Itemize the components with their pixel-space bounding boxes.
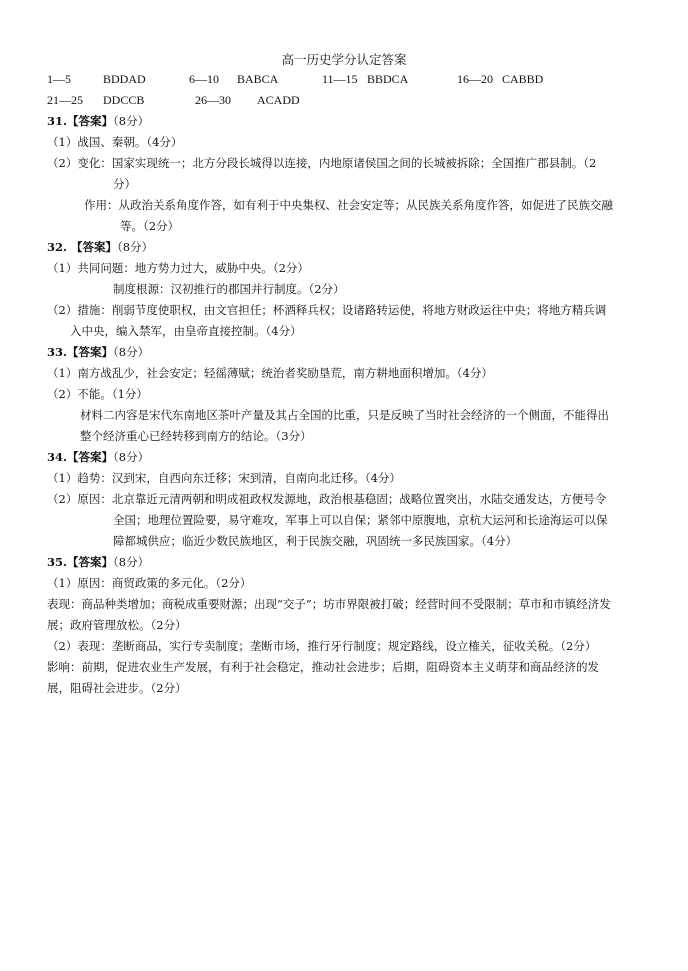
q31-head: 31.【答案】 [47, 114, 114, 128]
q35-line-5: 影响：前期，促进农业生产发展，有利于社会稳定，推动社会进步；后期，阻碍资本主义萌芽和商品经济的发 [47, 660, 599, 674]
q34-head: 34.【答案】 [47, 450, 114, 464]
mc-answers-1: BDDAD [103, 72, 146, 86]
q34-line-4: 障都城供应；临近少数民族地区，利于民族交融，巩固统一多民族国家。（4分） [113, 534, 518, 548]
q33-line-4: 整个经济重心已经转移到南方的结论。（3分） [80, 429, 312, 443]
mc-range-1: 1—5 [47, 72, 71, 86]
q35-line-3: 展；政府管理放松。（2分） [47, 618, 187, 632]
mc-range-5: 21—25 [47, 93, 83, 107]
q33-line-3: 材料二内容是宋代东南地区茶叶产量及其占全国的比重，只是反映了当时社会经济的一个侧面，不能得出 [80, 408, 609, 422]
q35-heading [47, 553, 149, 571]
q33-score: （8分） [113, 345, 150, 359]
mc-answers-2: BABCA [237, 72, 279, 86]
mc-range-3: 11—15 [322, 72, 358, 86]
q32-line-2: 制度根源：汉初推行的郡国并行制度。（2分） [113, 282, 345, 296]
mc-range-4: 16—20 [457, 72, 493, 86]
mc-range-6: 26—30 [195, 93, 231, 107]
q32-line-3: （2）措施：削弱节度使职权，由文官担任；杯酒释兵权；设诸路转运使，将地方财政运往中央；将地方精兵调 [47, 303, 607, 317]
q31-score: （8分） [113, 114, 150, 128]
mc-answers-5: DDCCB [103, 93, 145, 107]
mc-answers-6: ACADD [257, 93, 300, 107]
q31-line-3: 分） [113, 177, 136, 191]
q35-line-1: （1）原因：商贸政策的多元化。（2分） [47, 576, 252, 590]
q32-line-1: （1）共同问题：地方势力过大，威胁中央。（2分） [47, 261, 309, 275]
q33-line-1: （1）南方战乱少，社会安定；轻徭薄赋；统治者奖励垦荒，南方耕地面积增加。（4分） [47, 366, 493, 380]
q33-line-2: （2）不能。（1分） [47, 387, 148, 401]
q31-line-4: 作用：从政治关系角度作答，如有利于中央集权、社会安定等；从民族关系角度作答，如促进了民族交融 [84, 198, 613, 212]
q32-line-4: 入中央，编入禁军，由皇帝直接控制。（4分） [70, 324, 302, 338]
q32-head: 32. 【答案】 [47, 240, 118, 254]
q31-line-2: （2）变化：国家实现统一；北方分段长城得以连接，内地原诸侯国之间的长城被拆除；全国推广郡县制。（2 [47, 156, 597, 170]
q35-score: （8分） [113, 555, 150, 569]
q31-heading [47, 112, 149, 130]
page-title: 高一历史学分认定答案 [281, 52, 407, 67]
q34-line-3: 全国；地理位置险要，易守难攻，军事上可以自保；紧邻中原腹地，京杭大运河和长途海运可以保 [113, 513, 608, 527]
mc-answers-4: CABBD [502, 72, 544, 86]
mc-answers-3: BBDCA [367, 72, 409, 86]
q35-line-6: 展，阻碍社会进步。（2分） [47, 681, 187, 695]
q35-head: 35.【答案】 [47, 555, 114, 569]
q35-line-2: 表现：商品种类增加；商税成重要财源；出现“交子”；坊市界限被打破；经营时间不受限制；草市和市镇经济发 [47, 597, 611, 611]
mc-range-2: 6—10 [189, 72, 219, 86]
q31-line-5: 等。（2分） [120, 219, 180, 233]
q32-score: （8分） [117, 240, 154, 254]
q34-line-2: （2）原因：北京靠近元清两朝和明成祖政权发源地，政治根基稳固；战略位置突出，水陆交通发达，方便号令 [47, 492, 607, 506]
q33-heading [47, 343, 149, 361]
q34-score: （8分） [113, 450, 150, 464]
q34-heading [47, 448, 149, 466]
q35-line-4: （2）表现：垄断商品，实行专卖制度；垄断市场，推行牙行制度；规定路线，设立榷关，征收关税。（2分） [47, 639, 597, 653]
q31-line-1: （1）战国、秦朝。（4分） [47, 135, 183, 149]
q34-line-1: （1）趋势：汉到宋，自西向东迁移；宋到清，自南向北迁移。（4分） [47, 471, 401, 485]
q32-heading [47, 238, 153, 256]
q33-head: 33.【答案】 [47, 345, 114, 359]
